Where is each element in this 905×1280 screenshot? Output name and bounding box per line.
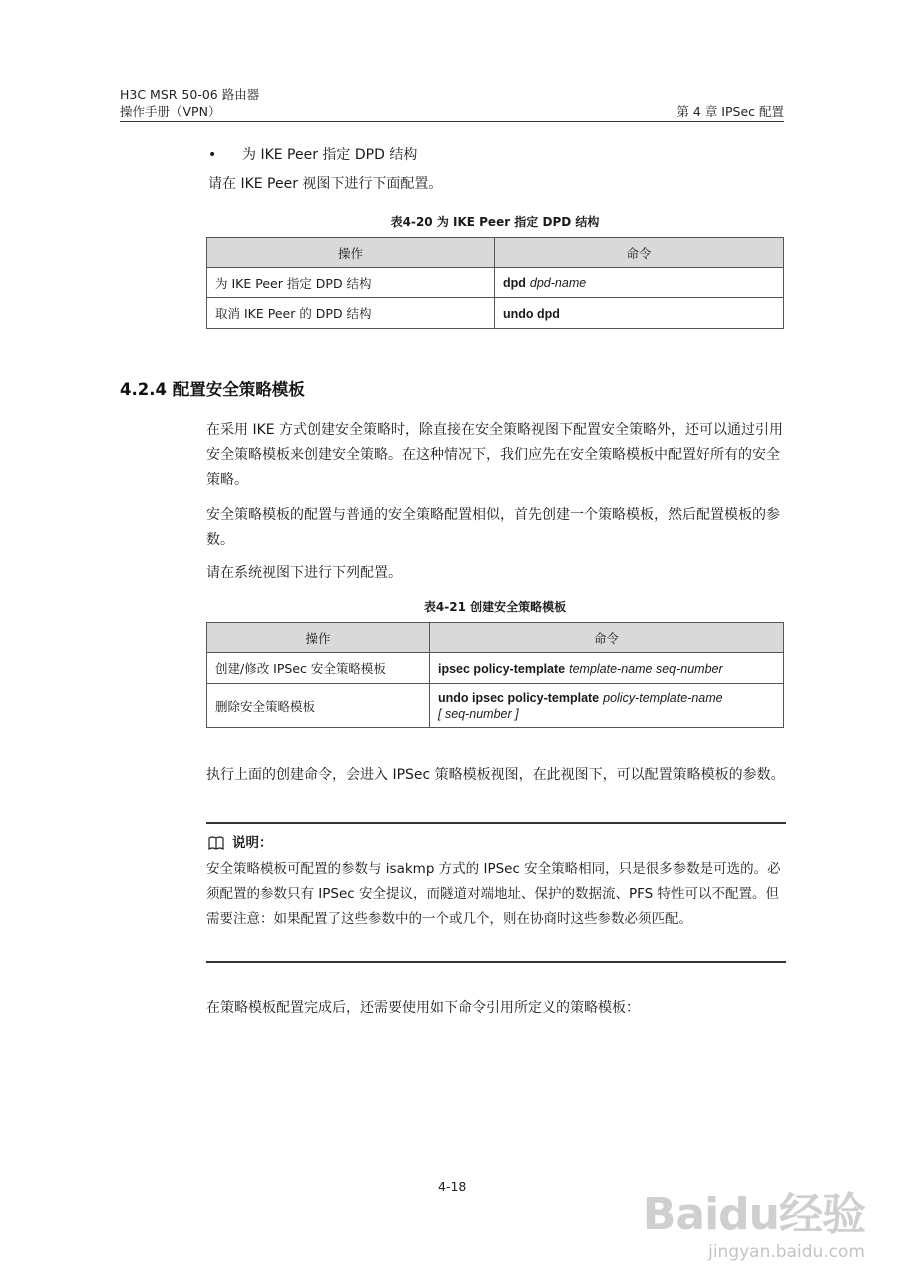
section-para-1: 在采用 IKE 方式创建安全策略时，除直接在安全策略视图下配置安全策略外，还可以通过引用安全策略模板来创建安全策略。在这种情况下，我们应先在安全策略模板中配置好所有的安全策略。 <box>206 422 784 488</box>
header-rule <box>120 121 784 122</box>
note-title: 说明： <box>232 835 273 851</box>
watermark <box>643 1178 865 1262</box>
table-4-21 <box>206 622 784 728</box>
note-body: 安全策略模板可配置的参数与 isakmp 方式的 IPSec 安全策略相同，只是很多参数是可选的。必须配置的参数只有 IPSec 安全提议，而隧道对端地址、保护的数据流、PFS 特性可以不配置。但需要注意：如果配置了这些参数中的一个或几个，则在协商时这些参数必须匹配。 <box>206 861 781 927</box>
section-para-3: 请在系统视图下进行下列配置。 <box>206 565 402 581</box>
cmd-cell: dpd dpd-name <box>495 268 784 298</box>
table-4-21-caption: 表4-21 创建安全策略模板 <box>423 600 567 614</box>
col-header-op: 操作 <box>207 238 495 268</box>
col-header-op: 操作 <box>207 623 430 653</box>
watermark-logo: Baidu经验 <box>642 1189 865 1240</box>
section-title: 4.2.4 配置安全策略模板 <box>120 380 305 399</box>
op-cell: 取消 IKE Peer 的 DPD 结构 <box>207 298 495 329</box>
after-table-para: 执行上面的创建命令，会进入 IPSec 策略模板视图，在此视图下，可以配置策略模板的参数。 <box>206 767 785 783</box>
note-heading <box>208 831 273 854</box>
table-row <box>207 268 784 298</box>
cmd-cell: undo dpd <box>495 298 784 329</box>
page-number: 4-18 <box>438 1179 467 1194</box>
header-chapter: 第 4 章 IPSec 配置 <box>676 104 784 119</box>
intro-instruction: 请在 IKE Peer 视图下进行下面配置。 <box>208 176 443 192</box>
col-header-cmd: 命令 <box>495 238 784 268</box>
op-cell: 删除安全策略模板 <box>207 684 430 728</box>
op-cell: 创建/修改 IPSec 安全策略模板 <box>207 653 430 684</box>
closing-para: 在策略模板配置完成后，还需要使用如下命令引用所定义的策略模板： <box>206 1000 640 1016</box>
note-bottom-rule <box>206 961 786 963</box>
watermark-url: jingyan.baidu.com <box>708 1242 865 1262</box>
cmd-cell: undo ipsec policy-template policy-template-name [ seq-number ] <box>430 684 784 728</box>
bullet-dot: • <box>208 147 217 163</box>
book-icon <box>208 836 224 854</box>
table-row <box>207 684 784 728</box>
note-top-rule <box>206 822 786 824</box>
header-product: H3C MSR 50-06 路由器 <box>120 87 260 102</box>
table-row <box>207 298 784 329</box>
bullet-item: • 为 IKE Peer 指定 DPD 结构 <box>208 143 417 168</box>
cmd-cell: ipsec policy-template template-name seq-number <box>430 653 784 684</box>
table-header-row <box>207 238 784 268</box>
op-cell: 为 IKE Peer 指定 DPD 结构 <box>207 268 495 298</box>
table-row <box>207 653 784 684</box>
table-header-row <box>207 623 784 653</box>
table-4-20 <box>206 237 784 329</box>
table-4-20-caption: 表4-20 为 IKE Peer 指定 DPD 结构 <box>390 215 600 229</box>
col-header-cmd: 命令 <box>430 623 784 653</box>
header-manual: 操作手册（VPN） <box>120 104 221 119</box>
section-para-2: 安全策略模板的配置与普通的安全策略配置相似，首先创建一个策略模板，然后配置模板的参数。 <box>206 507 780 548</box>
